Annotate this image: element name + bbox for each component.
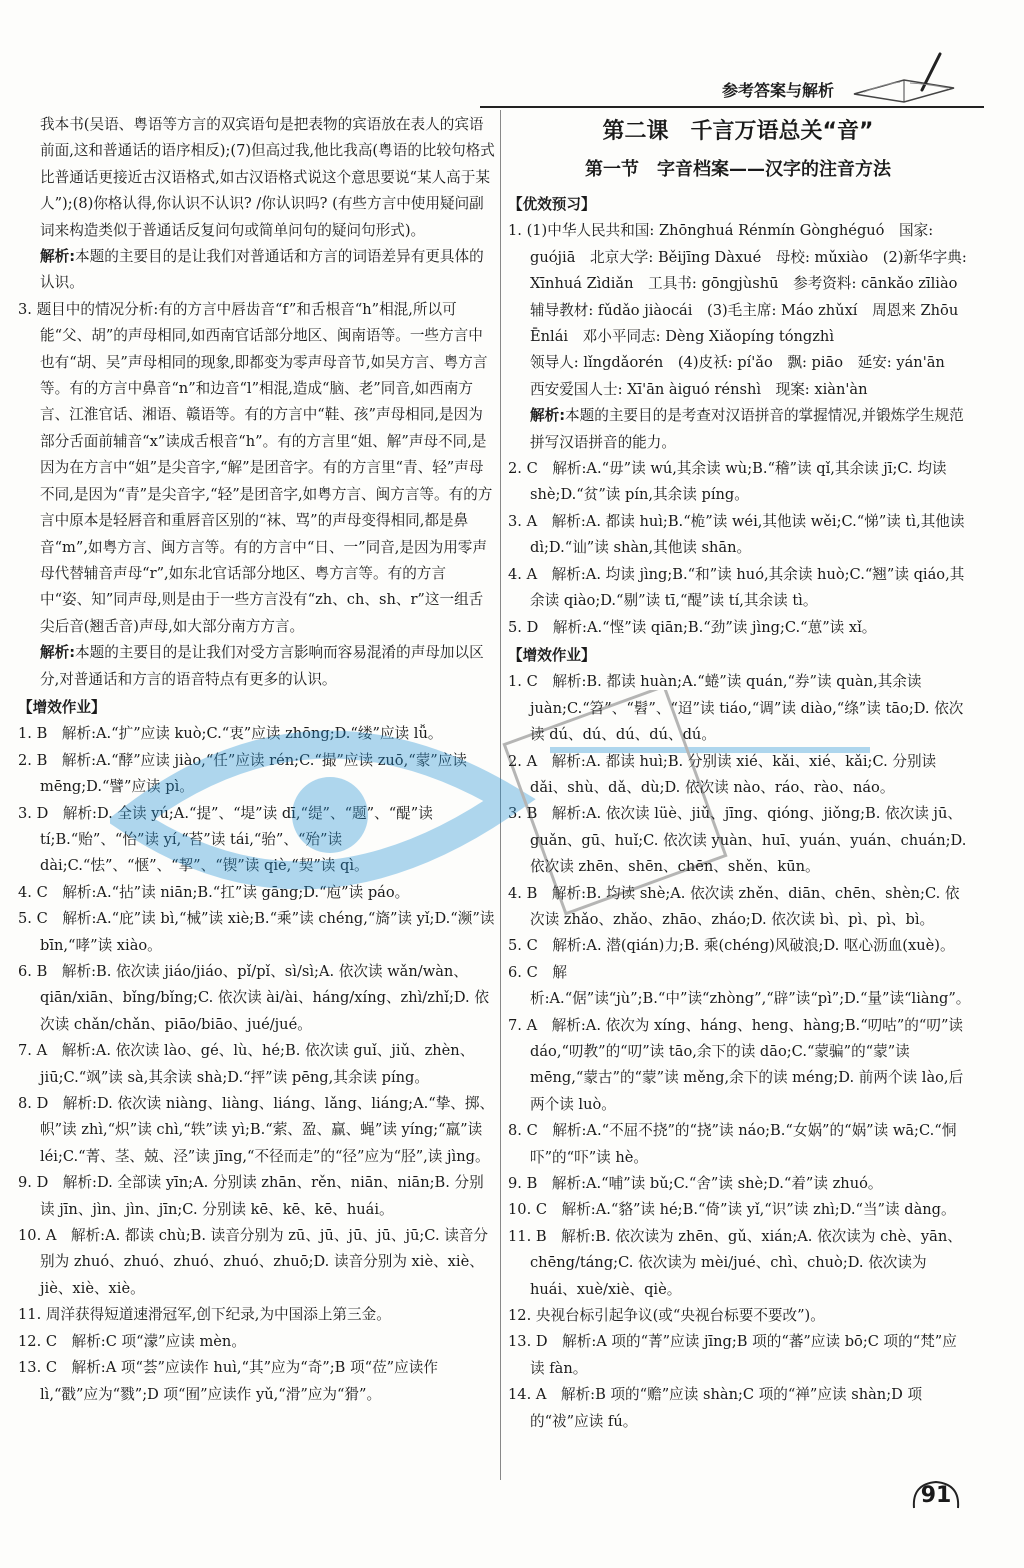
lesson-title: 第二课 千言万语总关“音” <box>602 119 874 144</box>
answer-item: 4. A 解析:A. 均读 jìng;B.“和”读 huó,其余读 huò;C.“翘”读 qiáo,其余读 qiào;D.“剔”读 tī,“醍”读 tí,其余读 tì。 <box>508 565 965 610</box>
section-heading: 【优效预习】 <box>508 196 596 213</box>
answer-item: 3. 题目中的情况分析:有的方言中唇齿音“f”和舌根音“h”相混,所以可能“父、胡”的声母相同,如西南官话部分地区、闽南语等。一些方言中也有“胡、吴”声母相同的现象,即都变为零声母音节,如吴方言、粤方言等。有的方言中鼻音“n”和边音“l”相混,造成“脑、老”同音,如西南方言、江淮官话、湘语、赣语等。有的方言中“鞋、孩”声母相同,是因为部分舌面前辅音“x”读成舌根音“h”。有的方言里“姐、解”声母不同,是因为在方言中“姐”是尖音字,“解”是团音字。有的方言里“青、轻”声母不同,是因为“青”是尖音字,“轻”是团音字,如粤方言、闽方言等。有的方言中原本是轻唇音和重唇音区别的“袜、骂”的声母变得相同,都是鼻音“m”,如粤方言、闽方言等。有的方言中“日、一”同音,是因为用零声母代替辅音声母“r”,如东北官话部分地区、粤方言等。有的方言中“姿、知”同声母,则是由于一些方言没有“zh、ch、sh、r”这一组舌尖后音(翘舌音)声母,如大部分南方方言。 <box>18 300 493 635</box>
answer-paragraph: 我本书(吴语、粤语等方言的双宾语句是把表物的宾语放在表人的宾语前面,这和普通话的语序相反);(7)但高过我,他比我高(粤语的比较句格式比普通话更接近古汉语格式,如古汉语格式说这个意思要说“某人高于某人”);(8)你格认得,你认识不认识? /你认识吗? (有些方言中使用疑问副词来构造类似于普通话反复问句或简单问句的疑问句形式)。 <box>40 116 495 239</box>
analysis-label: 解析: <box>40 248 76 266</box>
answer-item: 9. D 解析:D. 全部读 yīn;A. 分别读 zhān、rěn、niān、niān;B. 分别读 jīn、jìn、jìn、jīn;C. 分别读 kē、kē、kē、huái。 <box>18 1174 484 1218</box>
answer-item: 3. A 解析:A. 都读 huì;B.“桅”读 wéi,其他读 wěi;C.“悌”读 tì,其他读 dì;D.“讪”读 shàn,其他读 shān。 <box>508 512 965 557</box>
answer-item: 4. B 解析:B. 均读 shè;A. 依次读 zhěn、diān、chēn、shèn;C. 依次读 zhǎo、zhǎo、zhāo、zháo;D. 依次读 bì、pì、pì、bì。 <box>508 884 960 928</box>
answer-item: 2. A 解析:A. 都读 huì;B. 分别读 xié、kǎi、xié、kǎi;C. 分别读 dǎi、shù、dǎ、dù;D. 依次读 nào、ráo、rào、náo。 <box>508 752 937 796</box>
answer-item: 5. D 解析:A.“悭”读 qiān;B.“劲”读 jìng;C.“葸”读 xǐ。 <box>508 618 877 636</box>
page-number: 91 <box>908 1478 964 1514</box>
analysis-paragraph <box>18 640 496 693</box>
analysis-paragraph <box>18 244 496 297</box>
answer-item: 13. C 解析:A 项“荟”应读作 huì,“其”应为“奇”;B 项“莅”应读作 lì,“戳”应为“戮”;D 项“囿”应读作 yǔ,“滑”应为“猾”。 <box>18 1359 438 1403</box>
right-column <box>508 112 973 1435</box>
analysis-paragraph <box>508 403 968 456</box>
analysis-label: 解析: <box>530 407 566 425</box>
column-divider <box>500 110 501 1480</box>
answer-item: 2. C 解析:A.“毋”读 wú,其余读 wù;B.“稽”读 qǐ,其余读 jī;C. 均读 shè;D.“贫”读 pín,其余读 píng。 <box>508 460 947 504</box>
answer-item: 13. D 解析:A 项的“菁”应读 jīng;B 项的“蕃”应读 bō;C 项的“梵”应读 fàn。 <box>508 1333 957 1377</box>
page-header <box>480 70 984 108</box>
analysis-label: 解析: <box>40 644 76 662</box>
section-heading: 【增效作业】 <box>18 698 106 716</box>
answer-item: 7. A 解析:A. 依次读 lào、gé、lù、hé;B. 依次读 guǐ、jiǔ、zhèn、jiū;C.“飒”读 sà,其余读 shà;D.“抨”读 pēng,其余读 píng。 <box>18 1042 475 1086</box>
answer-item: 12. C 解析:C 项“濛”应读 mèn。 <box>18 1332 246 1350</box>
answer-item: 11. B 解析:B. 依次读为 zhēn、gǔ、xián;A. 依次读为 chè、yān、chēng/táng;C. 依次读为 mèi/jué、chì、chuò;D. 依次读为 huái、xuè/xiè、qiè。 <box>508 1227 962 1298</box>
answer-item: 3. D 解析:D. 全读 yú;A.“提”、“堤”读 dī,“缇”、“题”、“醍”读 tí;B.“贻”、“怡”读 yí,“苔”读 tái,“骀”、“殆”读 dài;C.“怯”、“惬”、“挈”、“锲”读 qiè,“契”读 qì。 <box>18 804 433 875</box>
analysis-text: 本题的主要目的是考查对汉语拼音的掌握情况,并锻炼学生规范拼写汉语拼音的能力。 <box>530 407 964 451</box>
answer-item: 11. 周洋获得短道速滑冠军,创下纪录,为中国添上第三金。 <box>18 1306 391 1324</box>
answer-item: 9. B 解析:A.“哺”读 bǔ;C.“舍”读 shè;D.“着”读 zhuó。 <box>508 1175 883 1193</box>
answer-item: 1. C 解析:B. 都读 huàn;A.“蜷”读 quán,“券”读 quàn,其余读 juàn;C.“笤”、“髫”、“迢”读 tiáo,“调”读 diào,“绦”读 tāo;D. 依次读 dú、dú、dú、dú、dú。 <box>508 673 964 744</box>
analysis-text: 本题的主要目的是让我们对普通话和方言的词语差异有更具体的认识。 <box>40 248 484 292</box>
header-title: 参考答案与解析 <box>721 81 834 100</box>
answer-item: 4. C 解析:A.“拈”读 niān;B.“扛”读 gāng;D.“庖”读 páo。 <box>18 883 410 901</box>
answer-item: 2. B 解析:A.“酵”应读 jiào,“任”应读 rén;C.“撮”应读 zuō,“蒙”应读 mēng;D.“譬”应读 pì。 <box>18 751 467 796</box>
answer-item: 7. A 解析:A. 依次为 xíng、háng、heng、hàng;B.“叨咕”的“叨”读 dáo,“叨教”的“叨”读 tāo,余下的读 dāo;C.“蒙骗”的“蒙”读 mēng,“蒙古”的“蒙”读 měng,余下的读 méng;D. 前两个读 lào,后两个读 luò。 <box>508 1016 964 1113</box>
answer-continuation: 领导人: lǐngdǎorén (4)皮袄: pí'ǎo 飘: piāo 延安: yán'ān 西安爱国人士: Xī'ān àiguó rénshì 现案: xiàn'àn <box>530 354 960 398</box>
right-answers <box>508 192 973 1435</box>
answer-item: 1. (1)中华人民共和国: Zhōnghuá Rénmín Gònghéguó 国家: guójiā 北京大学: Běijīng Dàxué 母校: mǔxiào (2)新华字典: Xīnhuá Zìdiǎn 工具书: gōngjùshū 参考资料: cānkǎo zīliào 辅导教材: fǔdǎo jiàocái (3)毛主席: Máo zhǔxí 周恩来 Zhōu Ēnlái 邓小平同志: Dèng Xiǎopíng tóngzhì <box>508 222 973 346</box>
answer-item: 10. C 解析:A.“貉”读 hé;B.“倚”读 yǐ,“识”读 zhì;D.“当”读 dàng。 <box>508 1201 956 1219</box>
answer-item: 1. B 解析:A.“扩”应读 kuò;C.“衷”应读 zhōng;D.“缕”应读 lǚ。 <box>18 725 443 743</box>
answer-item: 8. D 解析:D. 依次读 niàng、liàng、liáng、lǎng、liáng;A.“挚、掷、帜”读 zhì,“炽”读 chì,“轶”读 yì;B.“萦、盈、赢、蝇”读 yíng;“羸”读 léi;C.“菁、茎、兢、泾”读 jīng,“不径而走”的“径”应为“胫”,读 jìng。 <box>18 1095 495 1165</box>
pen-book-icon <box>844 50 984 106</box>
section-heading: 【增效作业】 <box>508 646 596 664</box>
answer-item: 12. 央视台标引起争议(或“央视台标要不要改”)。 <box>508 1307 825 1325</box>
analysis-text: 本题的主要目的是让我们对受方言影响而容易混淆的声母加以区分,对普通话和方言的语音特点有更多的认识。 <box>40 644 484 688</box>
answer-item: 6. B 解析:B. 依次读 jiáo/jiáo、pǐ/pǐ、sì/sì;A. 依次读 wǎn/wàn、qiān/xiān、bǐng/bǐng;C. 依次读 ài/ài、háng/xíng、zhì/zhǐ;D. 依次读 chǎn/chǎn、piāo/biāo、jué/jué。 <box>18 963 489 1033</box>
answer-item: 5. C 解析:A. 潜(qián)力;B. 乘(chéng)风破浪;D. 呕心沥血(xuè)。 <box>508 937 955 955</box>
answer-item: 5. C 解析:A.“庇”读 bì,“械”读 xiè;B.“乘”读 chéng,“旖”读 yǐ;D.“濒”读 bīn,“哮”读 xiào。 <box>18 910 495 954</box>
answer-item: 14. A 解析:B 项的“赡”应读 shàn;C 项的“禅”应读 shàn;D 项的“祓”应读 fú。 <box>508 1386 923 1430</box>
answer-item: 3. B 解析:A. 依次读 lüè、jiǔ、jīng、qióng、jiǒng;B. 依次读 jū、guǎn、gū、huǐ;C. 依次读 yuàn、huī、yuán、yuán、chuán;D. 依次读 zhēn、shēn、chēn、shěn、kūn。 <box>508 805 967 876</box>
answer-item: 10. A 解析:A. 都读 chù;B. 读音分别为 zū、jū、jū、jū、jū;C. 读音分别为 zhuó、zhuó、zhuó、zhuó、zhuō;D. 读音分别为 xiè、xiè、jiè、xiè、xiè。 <box>18 1227 489 1297</box>
answer-item: 8. C 解析:A.“不屈不挠”的“挠”读 náo;B.“女娲”的“娲”读 wā;C.“恫吓”的“吓”读 hè。 <box>508 1122 957 1166</box>
answer-item: 6. C 解析:A.“倨”读“jù”;B.“中”读“zhòng”,“辟”读“pì”;D.“量”读“liàng”。 <box>508 963 971 1008</box>
left-column <box>18 112 496 1408</box>
section-title: 第一节 字音档案——汉字的注音方法 <box>585 159 891 180</box>
